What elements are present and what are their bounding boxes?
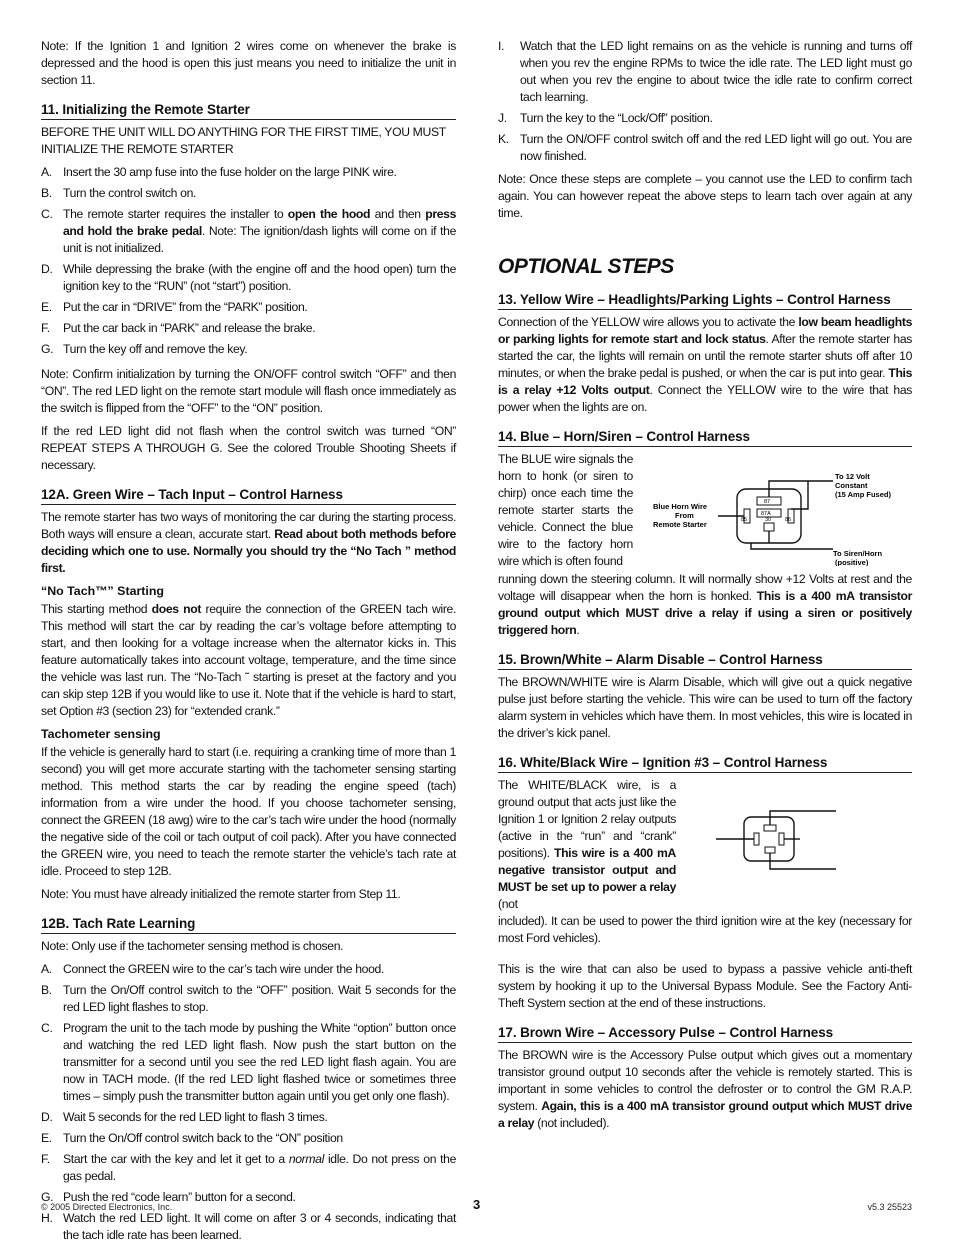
svg-text:30: 30 bbox=[765, 517, 772, 523]
section-12a-title: 12A. Green Wire – Tach Input – Control Harness bbox=[41, 486, 456, 505]
right-column bbox=[498, 38, 912, 1138]
list-item: A. Insert the 30 amp fuse into the fuse holder on the large PINK wire. bbox=[41, 165, 397, 179]
intro-note: Note: If the Ignition 1 and Ignition 2 wires come on whenever the brake is depressed and the hood is open this just means you need to initialize the unit in section 11. bbox=[41, 39, 456, 87]
list-item: B. Turn the On/Off control switch to the “OFF” position. Wait 5 seconds for the red LED light flashes to stop. bbox=[41, 983, 456, 1014]
list-item: A. Connect the GREEN wire to the car’s tach wire under the hood. bbox=[41, 962, 384, 976]
left-column bbox=[41, 38, 456, 1248]
s14-side-text: The BLUE wire signals the horn to honk (or siren to chirp) once each time the remote starter starts the vehicle. Connect the blue wire to the factory horn wire which is often found bbox=[498, 452, 633, 568]
list-item: J. Turn the key to the “Lock/Off” position. bbox=[498, 111, 713, 125]
svg-text:85: 85 bbox=[741, 517, 748, 523]
list-item: F. Start the car with the key and let it get to a normal idle. Do not press on the gas pedal. bbox=[41, 1152, 456, 1183]
relay-diagram-horn-svg bbox=[633, 451, 912, 566]
page-number: 3 bbox=[473, 1197, 481, 1212]
notach-heading: “No Tach™” Starting bbox=[41, 584, 164, 598]
tach-note: Note: Once these steps are complete – you cannot use the LED to confirm tach again. You can however repeat the above steps to learn tach over again at any time. bbox=[498, 172, 912, 220]
s16-rest: included). It can be used to power the third ignition wire at the key (necessary for most Ford vehicles). bbox=[498, 914, 912, 945]
s16-side-text: The WHITE/BLACK wire, is a ground output that acts just like the Ignition 1 or Ignition 2 relay outputs (active in the “run” and “crank” positions). This wire is a 400 mA negative transistor output and MUST be set up to power a relay (not bbox=[498, 778, 676, 911]
s11-note2: If the red LED light did not flash when the control switch was turned “ON” REPEAT STEPS A THROUGH G. See the colored Trouble Shooting Sheets if necessary. bbox=[41, 424, 456, 472]
s16-wrap bbox=[498, 777, 912, 913]
section-16-title: 16. White/Black Wire – Ignition #3 – Control Harness bbox=[498, 754, 912, 773]
section-11-title: 11. Initializing the Remote Starter bbox=[41, 101, 456, 120]
s12a-p4: Note: You must have already initialized the remote starter from Step 11. bbox=[41, 887, 401, 901]
svg-text:To Siren/Horn: To Siren/Horn bbox=[833, 549, 883, 558]
section-12b-title: 12B. Tach Rate Learning bbox=[41, 915, 456, 934]
version: v5.3 25523 bbox=[867, 1202, 912, 1212]
s16-p2: This is the wire that can also be used to bypass a passive vehicle anti-theft system by hooking it up to the Universal Bypass Module. See the Factory Anti-Theft System section at the end of these instructions. bbox=[498, 962, 912, 1010]
s12b-note: Note: Only use if the tachometer sensing method is chosen. bbox=[41, 939, 344, 953]
s11-note1: Note: Confirm initialization by turning the ON/OFF control switch “OFF” and then “ON”. The red LED light on the remote start module will flash once immediately as the switch is flipped from the “OFF” to the “ON” position. bbox=[41, 367, 456, 415]
svg-text:Constant: Constant bbox=[835, 481, 868, 490]
svg-text:87A: 87A bbox=[761, 511, 771, 517]
list-item: E. Turn the On/Off control switch back to the “ON” position bbox=[41, 1131, 343, 1145]
svg-text:(15 Amp Fused): (15 Amp Fused) bbox=[835, 490, 891, 499]
svg-text:87: 87 bbox=[764, 499, 771, 505]
s13-p: Connection of the YELLOW wire allows you to activate the low beam headlights or parking lights for remote start and lock status. After the remote starter has started the car, the lights will remain on until the remote starter shuts off after 10 minutes, or when the brake pedal is pushed, or when the car is put into gear. This is a relay +12 Volts output. Connect the YELLOW wire to the wire that has power when the lights are on. bbox=[498, 315, 912, 414]
svg-text:Blue Horn Wire: Blue Horn Wire bbox=[653, 502, 708, 511]
svg-text:Remote Starter: Remote Starter bbox=[653, 520, 707, 529]
s14-rest: running down the steering column. It will normally show +12 Volts at rest and the voltage will disappear when the horn is honked. This is a 400 mA transistor ground output which MUST drive a relay if using a siren or positively triggered horn. bbox=[498, 572, 912, 637]
list-item: B. Turn the control switch on. bbox=[41, 186, 197, 200]
s12a-p3: If the vehicle is generally hard to start (i.e. requiring a cranking time of more than 1 second) you will get more accurate starting with the tachometer sensing starting method. This method starts the car by reading the engine speed (tach) information from a wire under the hood. If you choose tachometer sensing, connect the GREEN (18 awg) wire to the car’s tach wire under the hood (normally the negative side of the coil or tach output of coil pack). After you have connected the GREEN wire, you need to teach the remote starter the vehicle’s tach rate at idle. Proceed to step 12B. bbox=[41, 745, 456, 878]
list-item: G. Push the red “code learn” button for a second. bbox=[41, 1190, 296, 1204]
list-item: D. Wait 5 seconds for the red LED light to flash 3 times. bbox=[41, 1110, 328, 1124]
s11-caps: BEFORE THE UNIT WILL DO ANYTHING FOR THE FIRST TIME, YOU MUST INITIALIZE THE REMOTE STARTER bbox=[41, 125, 446, 156]
section-17-title: 17. Brown Wire – Accessory Pulse – Control Harness bbox=[498, 1024, 912, 1043]
tach-heading: Tachometer sensing bbox=[41, 727, 161, 741]
optional-steps-heading: OPTIONAL STEPS bbox=[498, 255, 674, 278]
svg-text:86: 86 bbox=[785, 517, 792, 523]
list-item: K. Turn the ON/OFF control switch off and the red LED light will go out. You are now finished. bbox=[498, 132, 912, 163]
svg-text:To 12 Volt: To 12 Volt bbox=[835, 472, 870, 481]
list-item: D. While depressing the brake (with the engine off and the hood open) turn the ignition key to the “RUN” (not “start”) position. bbox=[41, 262, 456, 293]
svg-text:From: From bbox=[675, 511, 694, 520]
list-item: E. Put the car in “DRIVE” from the “PARK” position. bbox=[41, 300, 308, 314]
section-15-title: 15. Brown/White – Alarm Disable – Control Harness bbox=[498, 651, 912, 670]
s17-p: The BROWN wire is the Accessory Pulse output which gives out a momentary transistor ground output 10 seconds after the vehicle is remotely started. This is important in some vehicles to control the defroster or to control the GM R.A.P. system. Again, this is a 400 mA transistor ground output which MUST drive a relay (not included). bbox=[498, 1048, 912, 1130]
s14-wrap bbox=[498, 451, 912, 571]
relay-diagram-ignition-svg bbox=[676, 777, 912, 887]
relay-diagram-horn bbox=[633, 451, 912, 571]
list-item: G. Turn the key off and remove the key. bbox=[41, 342, 248, 356]
list-item: C. The remote starter requires the installer to open the hood and then press and hold the brake pedal. Note: The ignition/dash lights will come on if the unit is not initialized. bbox=[41, 207, 457, 255]
svg-text:(positive): (positive) bbox=[835, 558, 869, 566]
s15-p: The BROWN/WHITE wire is Alarm Disable, which will give out a quick negative pulse just before starting the vehicle. This wire can be used to turn off the factory alarm system in vehicles which have them. In most vehicles, this wire is located in the driver’s kick panel. bbox=[498, 675, 912, 740]
section-13-title: 13. Yellow Wire – Headlights/Parking Lights – Control Harness bbox=[498, 291, 912, 310]
list-item: I. Watch that the LED light remains on as the vehicle is running and turns off when you rev the engine RPMs to twice the idle rate. The LED light must go out when you rev the engine to about twice the idle rate to confirm correct tach learning. bbox=[498, 39, 912, 104]
section-14-title: 14. Blue – Horn/Siren – Control Harness bbox=[498, 428, 912, 447]
list-item: H. Watch the red LED light. It will come on after 3 or 4 seconds, indicating that the tach idle rate has been learned. bbox=[41, 1211, 456, 1242]
s12a-p1: The remote starter has two ways of monitoring the car during the starting process. Both ways will ensure a clean, accurate start. Read about both methods before deciding which one to use. Normally you should try the “No Tach ” method first. bbox=[41, 510, 456, 575]
list-item: C. Program the unit to the tach mode by pushing the White “option” button once and watching the red LED light flash. Now push the start button on the transmitter for a second until you see the red LED light flash again. You are now in TACH mode. (If the red LED light flashed twice or sometimes three times – simply push the transmitter button again until you get only one flash). bbox=[41, 1021, 456, 1103]
relay-diagram-ignition bbox=[676, 777, 912, 913]
s12a-p2: This starting method does not require the connection of the GREEN tach wire. This method will start the car by reading the car’s voltage before attempting to start, and then looking for a voltage increase when the alternator kicks in. This feature automatically takes into account voltage, temperature, and the time since the vehicle was last run. The “No-Tach ˜ starting is preset at the factory and you can skip step 12B if you would like to use it. Note that if the vehicle is hard to start, set Option #3 (section 23) for “extended crank.” bbox=[41, 602, 456, 718]
copyright: © 2005 Directed Electronics, Inc. bbox=[41, 1202, 173, 1212]
list-item: F. Put the car back in “PARK” and release the brake. bbox=[41, 321, 316, 335]
